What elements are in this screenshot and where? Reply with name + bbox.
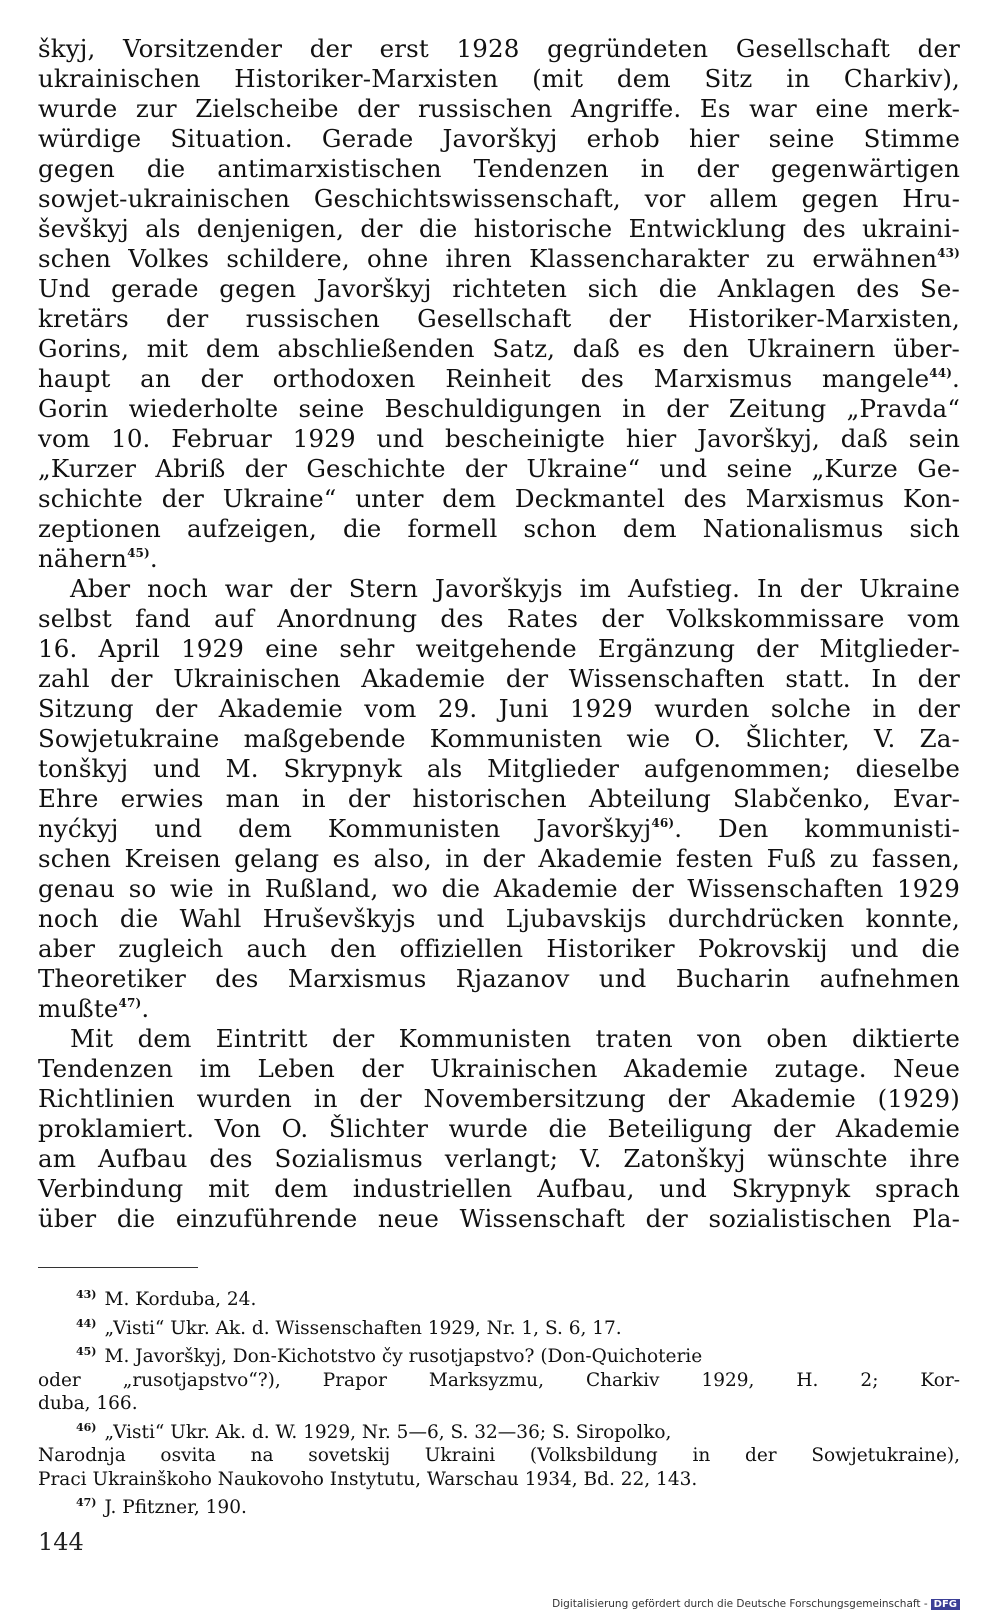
text-line: aber zugleich auch den offiziellen Historiker Pokrovskij und die	[38, 934, 960, 963]
footnote-ref-45: 45)	[127, 546, 150, 560]
text-line: am Aufbau des Sozialismus verlangt; V. Zatonškyj wünschte ihre	[38, 1144, 960, 1173]
text-line: tonškyj und M. Skrypnyk als Mitglieder aufgenommen; dieselbe	[38, 754, 960, 783]
text-line: schen Kreisen gelang es also, in der Akademie festen Fuß zu fassen,	[38, 844, 960, 873]
text-fragment: schen Volkes schildere, ohne ihren Klassencharakter zu erwähnen	[38, 244, 938, 273]
footnote-44	[38, 1312, 960, 1341]
text-fragment: nyćkyj und dem Kommunisten Javorškyj	[38, 814, 652, 843]
text-line	[38, 994, 960, 1024]
text-line: Sowjetukraine maßgebende Kommunisten wie O. Šlichter, V. Za-	[38, 724, 960, 753]
text-line: zahl der Ukrainischen Akademie der Wissenschaften statt. In der	[38, 664, 960, 693]
footnote-text: J. Pfitzner, 190.	[104, 1497, 247, 1518]
page-number: 144	[38, 1528, 84, 1556]
text-line: Aber noch war der Stern Javorškyjs im Aufstieg. In der Ukraine	[70, 574, 960, 603]
text-line: selbst fand auf Anordnung des Rates der Volkskommissare vom	[38, 604, 960, 633]
footnote-line: Praci Ukrainškoho Naukovoho Instytutu, Warschau 1934, Bd. 22, 143.	[38, 1468, 698, 1490]
text-line: wurde zur Zielscheibe der russischen Angriffe. Es war eine merk-	[38, 94, 960, 123]
footnote-text: M. Korduba, 24.	[104, 1289, 257, 1310]
text-line: schichte der Ukraine“ unter dem Deckmantel des Marxismus Kon-	[38, 484, 960, 513]
text-line: genau so wie in Rußland, wo die Akademie der Wissenschaften 1929	[38, 874, 960, 903]
footnote-mark: 45)	[76, 1345, 97, 1358]
footnote-text: M. Javorškyj, Don-Kichotstvo čy rusotjapstvo? (Don-Quichoterie	[104, 1346, 703, 1367]
footnote-ref-47: 47)	[118, 996, 142, 1010]
footnote-mark: 46)	[76, 1420, 97, 1434]
digitization-note: Digitalisierung gefördert durch die Deutsche Forschungsgemeinschaft -	[552, 1598, 928, 1610]
page-content	[38, 34, 960, 1234]
footnote-divider	[38, 1267, 198, 1268]
footnote-line: Narodnja osvita na sovetskij Ukraini (Volksbildung in der Sowjetukraine),	[38, 1445, 960, 1466]
text-line: Ehre erwies man in der historischen Abteilung Slabčenko, Evar-	[38, 784, 960, 813]
text-fragment: nähern	[38, 544, 128, 573]
text-line: vom 10. Februar 1929 und bescheinigte hier Javorškyj, daß sein	[38, 424, 960, 453]
text-line: ukrainischen Historiker-Marxisten (mit dem Sitz in Charkiv),	[38, 64, 960, 93]
footnote-text: „Visti“ Ukr. Ak. d. Wissenschaften 1929, Nr. 1, S. 6, 17.	[104, 1317, 622, 1339]
text-line	[38, 364, 960, 394]
text-fragment: haupt an der orthodoxen Reinheit des Marxismus mangele	[38, 364, 930, 393]
footnotes	[38, 1283, 960, 1520]
text-line: zeptionen aufzeigen, die formell schon dem Nationalismus sich	[38, 514, 960, 543]
footnote-mark: 43)	[76, 1288, 97, 1301]
footnote-text: „Visti“ Ukr. Ak. d. W. 1929, Nr. 5—6, S. 32—36; S. Siropolko,	[104, 1421, 672, 1443]
text-fragment: mußte	[38, 994, 119, 1023]
text-fragment: .	[149, 544, 158, 573]
text-fragment: .	[141, 994, 150, 1023]
text-line: škyj, Vorsitzender der erst 1928 gegründeten Gesellschaft der	[38, 34, 960, 63]
text-line: Tendenzen im Leben der Ukrainischen Akademie zutage. Neue	[38, 1054, 960, 1083]
dfg-logo-icon: DFG	[931, 1599, 960, 1610]
text-line: Richtlinien wurden in der Novembersitzung der Akademie (1929)	[38, 1084, 960, 1113]
text-line: kretärs der russischen Gesellschaft der Historiker-Marxisten,	[38, 304, 960, 333]
text-line: „Kurzer Abriß der Geschichte der Ukraine“ und seine „Kurze Ge-	[38, 454, 960, 483]
footnote-45	[38, 1340, 960, 1369]
text-line: über die einzuführende neue Wissenschaft der sozialistischen Pla-	[38, 1204, 960, 1233]
text-line	[38, 244, 960, 274]
text-line: Mit dem Eintritt der Kommunisten traten von oben diktierte	[70, 1024, 960, 1053]
text-line: noch die Wahl Hruševškyjs und Ljubavskijs durchdrücken konnte,	[38, 904, 960, 933]
footnote-line: oder „rusotjapstvo“?), Prapor Marksyzmu, Charkiv 1929, H. 2; Kor-	[38, 1369, 960, 1391]
digitization-credit	[552, 1598, 960, 1610]
text-line: Theoretiker des Marxismus Rjazanov und Bucharin aufnehmen	[38, 964, 960, 993]
text-line: proklamiert. Von O. Šlichter wurde die Beteiligung der Akademie	[38, 1114, 960, 1143]
text-line: Sitzung der Akademie vom 29. Juni 1929 wurden solche in der	[38, 694, 960, 723]
footnote-ref-44: 44)	[929, 366, 953, 380]
text-fragment: .	[952, 364, 960, 393]
text-line: gegen die antimarxistischen Tendenzen in der gegenwärtigen	[38, 154, 960, 183]
footnote-mark: 44)	[76, 1316, 97, 1330]
text-line: 16. April 1929 eine sehr weitgehende Ergänzung der Mitglieder-	[38, 634, 960, 663]
text-line: sowjet-ukrainischen Geschichtswissenschaft, vor allem gegen Hru-	[38, 184, 960, 213]
text-line: würdige Situation. Gerade Javorškyj erhob hier seine Stimme	[38, 124, 960, 153]
footnote-line: duba, 166.	[38, 1393, 138, 1414]
footnote-ref-46: 46)	[651, 816, 675, 830]
footnote-46	[38, 1416, 960, 1445]
body-text	[38, 34, 960, 1234]
text-line	[38, 814, 960, 844]
text-fragment: . Den kommunisti-	[674, 814, 960, 843]
text-line: ševškyj als denjenigen, der die historische Entwicklung des ukraini-	[38, 214, 960, 243]
footnote-47	[38, 1491, 960, 1520]
text-line: Gorins, mit dem abschließenden Satz, daß es den Ukrainern über-	[38, 334, 960, 363]
footnote-mark: 47)	[76, 1496, 97, 1509]
footnote-ref-43: 43)	[937, 246, 960, 260]
text-line	[38, 544, 960, 574]
text-line: Und gerade gegen Javorškyj richteten sich die Anklagen des Se-	[38, 274, 960, 303]
text-line: Verbindung mit dem industriellen Aufbau, und Skrypnyk sprach	[38, 1174, 960, 1203]
footnote-43	[38, 1283, 960, 1312]
text-line: Gorin wiederholte seine Beschuldigungen in der Zeitung „Pravda“	[38, 394, 960, 423]
